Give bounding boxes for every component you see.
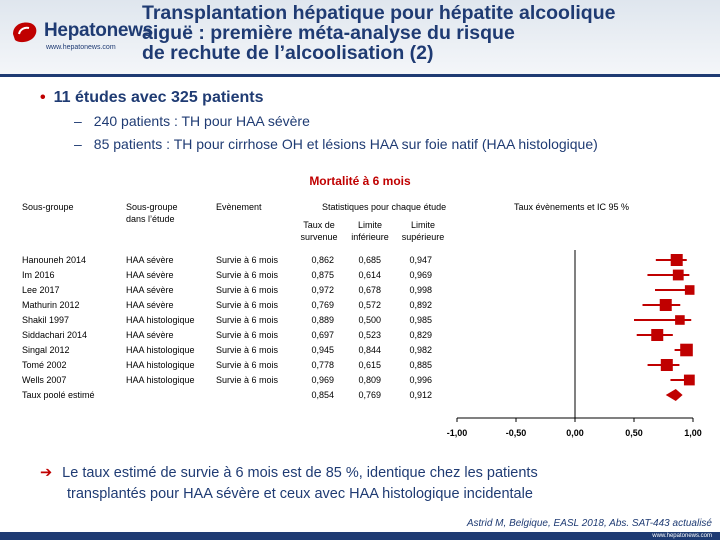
cell-rate: 0,697 (311, 330, 334, 340)
cell-subgroup: HAA histologique (126, 315, 195, 325)
x-tick-label: 0,00 (566, 428, 584, 438)
cell-lower: 0,523 (358, 330, 381, 340)
conclusion (40, 463, 700, 505)
cell-event: Survie à 6 mois (216, 375, 279, 385)
cell-event: Survie à 6 mois (216, 285, 279, 295)
dash-icon: – (74, 113, 82, 129)
cell-lower: 0,678 (358, 285, 381, 295)
cell-group: Shakil 1997 (22, 315, 70, 325)
cell-subgroup: HAA histologique (126, 345, 195, 355)
header-rate-line-2: survenue (300, 232, 338, 242)
cell-rate: 0,889 (311, 315, 334, 325)
study-marker (673, 270, 684, 281)
study-marker (685, 285, 695, 295)
footer-url[interactable]: www.hepatonews.com (652, 533, 712, 539)
cell-upper: 0,996 (409, 375, 432, 385)
study-marker (684, 375, 695, 386)
title-line-1: Transplantation hépatique pour hépatite alcoolique (142, 2, 616, 24)
cell-event: Survie à 6 mois (216, 315, 279, 325)
cell-event: Survie à 6 mois (216, 345, 279, 355)
brand-url: www.hepatonews.com (46, 44, 116, 51)
cell-subgroup: HAA sévère (126, 270, 174, 280)
x-tick-label: -1,00 (446, 428, 468, 438)
cell-subgroup: HAA histologique (126, 375, 195, 385)
brand-name: Hepatonews (44, 20, 153, 41)
sub-bullet-1-text: 240 patients : TH pour HAA sévère (93, 113, 310, 129)
conclusion-text-1: Le taux estimé de survie à 6 mois est de 85 %, identique chez les patients (62, 465, 538, 481)
sub-bullet-2-text: 85 patients : TH pour cirrhose OH et lésions HAA sur foie natif (HAA histologique) (93, 136, 598, 152)
study-marker (661, 359, 673, 371)
cell-rate: 0,875 (311, 270, 334, 280)
header-group: Sous-groupe (22, 202, 74, 212)
cell-event: Survie à 6 mois (216, 270, 279, 280)
footer-band (0, 532, 720, 540)
header-stats: Statistiques pour chaque étude (322, 202, 447, 212)
study-marker (651, 329, 663, 341)
cell-lower: 0,769 (358, 390, 381, 400)
cell-group: Hanouneh 2014 (22, 255, 87, 265)
header-upper-line-2: supérieure (401, 232, 445, 242)
header-subgroup-line-2: dans l’étude (126, 214, 175, 224)
cell-group: Singal 2012 (22, 345, 70, 355)
conclusion-line-1 (40, 463, 700, 484)
cell-upper: 0,892 (409, 300, 432, 310)
header-lower-line-2: inférieure (351, 232, 389, 242)
cell-rate: 0,972 (311, 285, 334, 295)
header-lower-line-1: Limite (357, 220, 382, 230)
header-event: Evènement (216, 202, 262, 212)
cell-rate: 0,769 (311, 300, 334, 310)
cell-rate: 0,854 (311, 390, 334, 400)
title-line-2: aiguë : première méta-analyse du risque (142, 22, 515, 44)
study-marker (680, 344, 693, 357)
cell-lower: 0,614 (358, 270, 381, 280)
study-marker (671, 254, 683, 266)
cell-subgroup: HAA sévère (126, 300, 174, 310)
cell-upper: 0,982 (409, 345, 432, 355)
title-line-3: de rechute de l’alcoolisation (2) (142, 42, 434, 64)
cell-event: Survie à 6 mois (216, 330, 279, 340)
cell-group: Taux poolé estimé (22, 390, 95, 400)
cell-lower: 0,572 (358, 300, 381, 310)
study-marker (660, 299, 672, 311)
main-bullet-text: 11 études avec 325 patients (53, 89, 264, 106)
cell-upper: 0,998 (409, 285, 432, 295)
conclusion-line-2: transplantés pour HAA sévère et ceux avec HAA histologique incidentale (67, 486, 533, 502)
cell-group: Im 2016 (22, 270, 55, 280)
cell-upper: 0,985 (409, 315, 432, 325)
cell-upper: 0,829 (409, 330, 432, 340)
cell-rate: 0,945 (311, 345, 334, 355)
x-tick-label: 1,00 (684, 428, 702, 438)
cell-upper: 0,969 (409, 270, 432, 280)
pooled-diamond (666, 389, 683, 401)
cell-lower: 0,500 (358, 315, 381, 325)
header-subgroup-line-1: Sous-groupe (126, 202, 178, 212)
study-marker (675, 315, 685, 325)
header-plot: Taux évènements et IC 95 % (514, 202, 630, 212)
cell-rate: 0,969 (311, 375, 334, 385)
cell-event: Survie à 6 mois (216, 255, 279, 265)
cell-group: Wells 2007 (22, 375, 67, 385)
cell-event: Survie à 6 mois (216, 360, 279, 370)
cell-group: Tomé 2002 (22, 360, 67, 370)
cell-subgroup: HAA histologique (126, 360, 195, 370)
arrow-right-icon: ➔ (40, 465, 53, 481)
cell-lower: 0,685 (358, 255, 381, 265)
chart-title: Mortalité à 6 mois (309, 174, 411, 188)
cell-lower: 0,615 (358, 360, 381, 370)
cell-group: Mathurin 2012 (22, 300, 80, 310)
cell-lower: 0,844 (358, 345, 381, 355)
x-tick-label: -0,50 (505, 428, 527, 438)
cell-group: Siddachari 2014 (22, 330, 88, 340)
cell-rate: 0,862 (311, 255, 334, 265)
cell-subgroup: HAA sévère (126, 330, 174, 340)
reference: Astrid M, Belgique, EASL 2018, Abs. SAT-443 actualisé (466, 518, 712, 529)
x-tick-label: 0,50 (625, 428, 643, 438)
cell-subgroup: HAA sévère (126, 255, 174, 265)
header-rate-line-1: Taux de (303, 220, 335, 230)
cell-upper: 0,885 (409, 360, 432, 370)
cell-lower: 0,809 (358, 375, 381, 385)
cell-group: Lee 2017 (22, 285, 60, 295)
header-upper-line-1: Limite (410, 220, 435, 230)
cell-upper: 0,912 (409, 390, 432, 400)
cell-rate: 0,778 (311, 360, 334, 370)
cell-subgroup: HAA sévère (126, 285, 174, 295)
bullet-dot-icon: • (40, 89, 46, 106)
cell-event: Survie à 6 mois (216, 300, 279, 310)
cell-upper: 0,947 (409, 255, 432, 265)
dash-icon: – (74, 136, 82, 152)
